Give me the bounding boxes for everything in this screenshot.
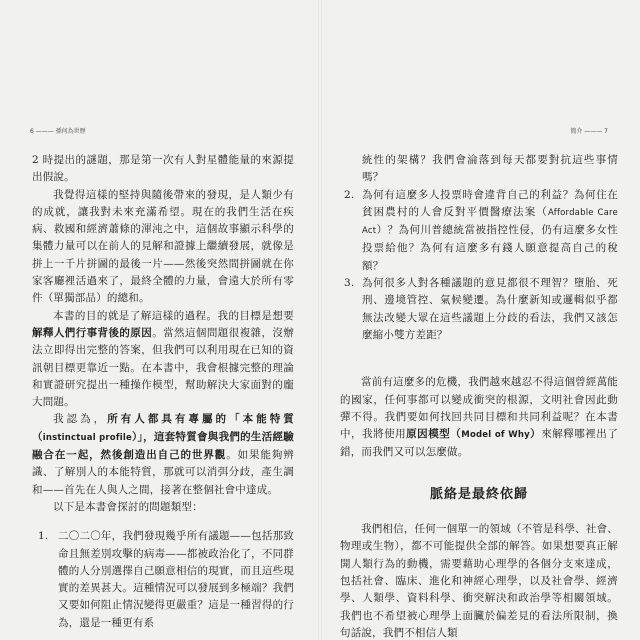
list-item: 2. 為何有這麼多人投票時會違背自己的利益？為何住在貧困農村的人會反對平價醫療法案（Affordable Care Act）？為何川普總統當被指控性侵，仍有這麼多女性投票給他？為何有這麼多有錢人願意提高自己的稅額？	[344, 188, 618, 272]
list-item: 1. 二〇二〇年，我們發現幾乎所有議題——包括那致命且無差別攻擊的病毒——都被政治化了，不同群體的人分別選擇自己願意相信的現實，而且這些現實的差異甚大。這種情況可以發展到多極端？我們又要如何阻止情況變得更嚴重？這是一種習得的行為，還是一種更有系	[38, 530, 294, 629]
right-running-head: 簡介 ——— 7	[570, 128, 608, 135]
paragraph: 2 時提出的謎題，那是第一次有人對星體能量的來源提出假說。	[32, 154, 294, 184]
paragraph: 我覺得這樣的堅持與隨後帶來的發現，是人類少有的成就，讓我對未來充滿希望。現在的我們生活在疾病、救國和經濟蕭條的渾沌之中，這個故事顯示科學的集體力量可以在前人的見解和證據上繼續發展，就像是拼上一千片拼圖的最後一片——然後突然間拼圖就在你家客廳裡活過來了，最終全體的力量，會遠大於所有零件（單獨部品）的總和。	[32, 188, 294, 305]
section-heading: 脈絡是最終依歸	[429, 486, 528, 502]
list-item-continued: 統性的架構？我們會淪落到每天都要對抗這些事情嗎？	[362, 154, 618, 184]
question-list	[32, 528, 294, 632]
right-page	[320, 0, 640, 640]
emphasis: 所有人都具有專屬的「本能特質（instinctual profile）」，這套特質會與我們的生活經驗融合在一起，然後創造出自己的世界觀	[32, 413, 294, 462]
list-number: 3.	[344, 277, 355, 290]
paragraph: 我認為，所有人都具有專屬的「本能特質（instinctual profile）」，這套特質會與我們的生活經驗融合在一起，然後創造出自己的世界觀。如果能夠辨識、了解別人的本能特質，那就可以消弭分歧，產生調和——首先在人與人之間，接著在整個社會中達成。	[32, 413, 294, 496]
list-number: 1.	[38, 530, 49, 543]
paragraph: 我們相信，任何一個單一的領域（不管是科學、社會、物理或生物），都不可能提供全部的解答。如果想要真正解開人類行為的動機，需要藉助心理學的各個分支來達成，包括社會、臨床、進化和神經心理學，以及社會學、經濟學、人類學、資料科學、衝突解決和政治學等相關領域。我們也不希望被心理學上面臟於偏差見的看法所限制，換句話說，我們不相信人類	[340, 523, 618, 639]
emphasis: 原因模型（Model of Why）	[406, 428, 542, 441]
list-item: 3. 為何很多人對各種議題的意見都很不理智？墮胎、死刑、邊境管控、氣候變遷。為什麼新知或邏輯似乎都無法改變大眾在這些議題上分歧的看法，我們又該怎麼縮小雙方差距？	[344, 277, 618, 341]
emphasis: 解釋人們行事背後的原因	[32, 326, 153, 339]
left-running-head: 6 ——— 孫何為世歷	[30, 128, 86, 135]
paragraph: 當前有這麼多的危機，我們越來越忍不得這個曾經萬能的國家，任何事都可以變成衝突的根源，文明社會因此動彈不得。我們要如何找回共同目標和共同利益呢？在本書中，我將使用原因模型（Model of Why）來解釋哪裡出了錯，而我們又可以怎麼做。	[340, 376, 619, 459]
question-list	[340, 152, 618, 344]
right-body-text	[340, 152, 618, 640]
left-body-text	[32, 152, 294, 632]
list-number: 2.	[344, 188, 355, 201]
paragraph: 以下是本書會探討的問題類型：	[53, 500, 203, 513]
paragraph: 本書的目的就是了解這樣的過程。我的目標是想要解釋人們行事背後的原因。當然這個問題很複雜，沒辦法立即得出完整的答案，但我們可以利用現在已知的資訊朝目標更靠近一點。在本書中，我會根據完整的理論和實證研究提出一種操作模型，幫助解決大家面對的龐大問題。	[32, 309, 294, 409]
